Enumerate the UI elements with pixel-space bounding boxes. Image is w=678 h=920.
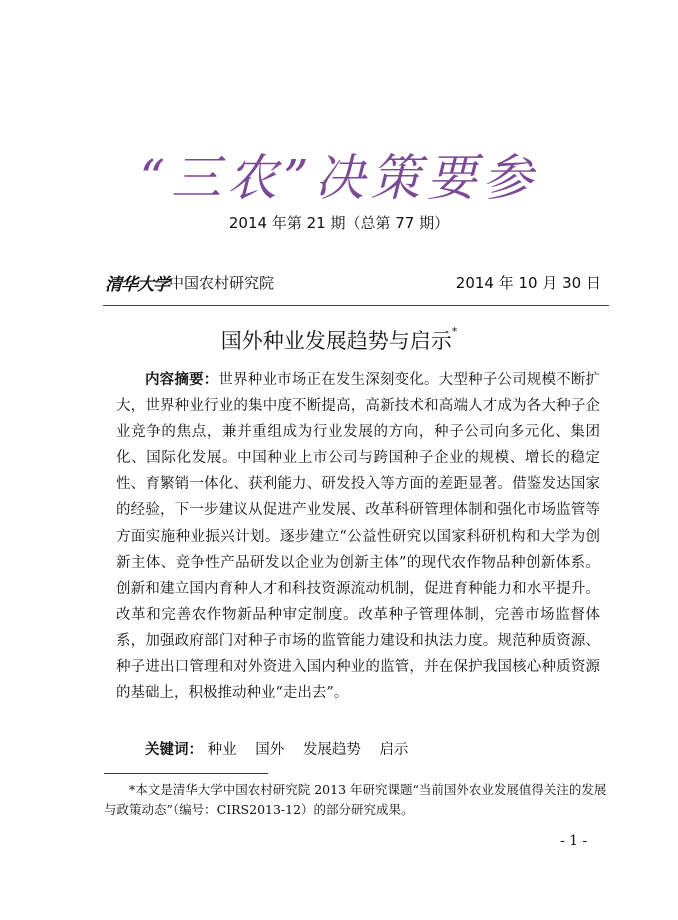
keyword: 国外 [255,742,285,758]
publication-header [105,270,605,294]
footnote: *本文是清华大学中国农村研究院 2013 年研究课题“当前国外农业发展值得关注的发展与政策动态”（编号：CIRS2013-12）的部分研究成果。 [104,782,607,817]
keywords-label: 关键词： [145,742,203,758]
footnote-marker: * [451,325,458,338]
article-title-text: 国外种业发展趋势与启示 [220,329,452,353]
keyword: 启示 [379,742,409,758]
header-rule [103,305,609,306]
issue-line: 2014 年第 21 期（总第 77 期） [228,214,450,232]
abstract-text: 世界种业市场正在发生深刻变化。大型种子公司规模不断扩大，世界种业行业的集中度不断提高，高新技术和高端人才成为各大种子企业竞争的焦点，兼并重组成为行业发展的方向，种子公司向多元化、集团化、国际化发展。中国种业上市公司与跨国种子企业的规模、增长的稳定性、育繁销一体化、获利能力、研发投入等方面的差距显著。借鉴发达国家的经验，下一步建议从促进产业发展、改革科研管理体制和强化市场监管等方面实施种业振兴计划。逐步建立“公益性研究以国家科研机构和大学为创新主体、竞争性产品研发以企业为创新主体”的现代农作物品种创新体系。创新和建立国内育种人才和科技资源流动机制，促进育种能力和水平提升。改革和完善农作物新品种审定制度。改革种子管理体制，完善市场监督体系，加强政府部门对种子市场的监管能力建设和执法力度。规范种质资源、种子进出口管理和对外资进入国内种业的监管，并在保护我国核心种质资源的基础上，积极推动种业“走出去”。 [116,372,601,702]
page-number: - 1 - [560,833,588,849]
university-logo: 清华大学 [105,275,169,295]
masthead-title: “三农”决策要参 [139,149,539,207]
keywords [116,738,600,759]
institute-name: 中国农村研究院 [169,274,275,292]
abstract-label: 内容摘要： [145,372,219,388]
footnote-rule [104,773,268,774]
article-title [0,325,678,355]
keyword: 种业 [207,742,237,758]
publication-date: 2014 年 10 月 30 日 [455,274,601,292]
abstract [116,367,600,706]
keyword: 发展趋势 [302,742,361,758]
